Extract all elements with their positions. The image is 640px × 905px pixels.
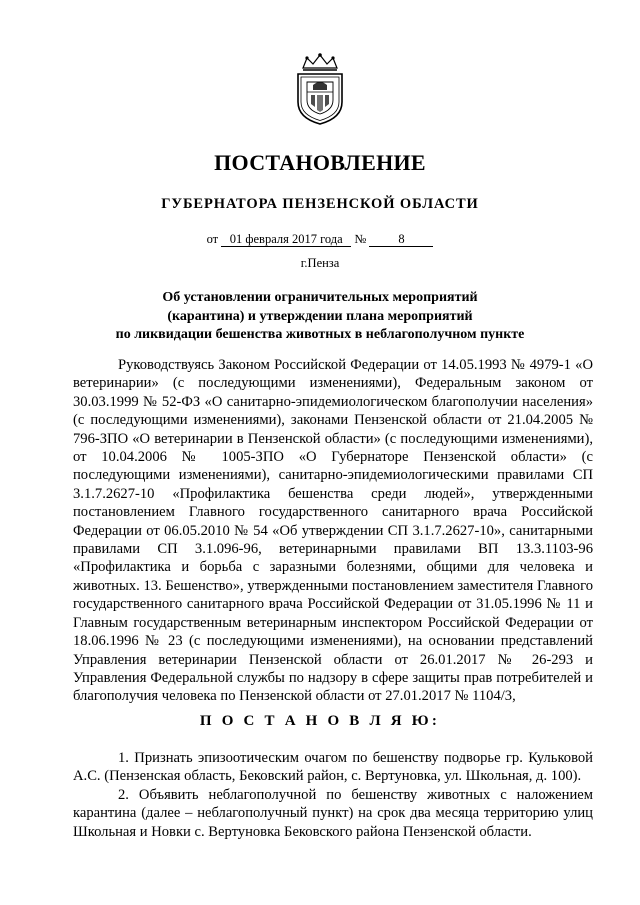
document-issuer: ГУБЕРНАТОРА ПЕНЗЕНСКОЙ ОБЛАСТИ: [161, 196, 479, 212]
preamble-section: [73, 356, 593, 706]
date-prefix: от: [206, 232, 219, 246]
heading-line: Об установлении ограничительных мероприятий: [162, 290, 478, 305]
heading-line: по ликвидации бешенства животных в неблагополучном пункте: [115, 327, 525, 342]
decree-items: [73, 749, 593, 841]
decree-word: П О С Т А Н О В Л Я Ю:: [199, 713, 441, 729]
number-sign: №: [354, 232, 367, 246]
date-line: [0, 232, 640, 247]
document-date: 01 февраля 2017 года: [221, 233, 351, 247]
penza-coat-of-arms-icon: [293, 52, 347, 126]
heading-line: (карантина) и утверждении плана мероприятий: [167, 308, 473, 324]
document-city: г.Пенза: [300, 256, 340, 270]
document-heading: [0, 289, 640, 345]
preamble-paragraph: Руководствуясь Законом Российской Федерации от 14.05.1993 № 4979-1 «О ветеринарии» (с последующими изменениями), Федеральным законом от 30.03.1999 № 52-ФЗ «О санитарно-эпидемиологическом благополучии населения» (с последующими изменениями), законами Пензенской области от 21.04.2005 № 796-ЗПО «О ветеринарии в Пензенской области» (с последующими изменениями), от 10.04.2006 № 1005-ЗПО «О Губернаторе Пензенской области» (с последующими изменениями), санитарно-эпидемиологическими правилами СП 3.1.7.2627-10 «Профилактика бешенства среди людей», утвержденными постановлением Главного государственного санитарного врача Российской Федерации от 06.05.2010 № 54 «Об утверждении СП 3.1.7.2627-10», санитарными правилами СП 3.1.096-96, ветеринарными правилами ВП 13.3.1103-96 «Профилактика и борьба с заразными болезнями, общими для человека и животных. 13. Бешенство», утвержденными постановлением заместителя Главного государственного санитарного врача Российской Федерации от 31.05.1996 № 11 и Главным государственным ветеринарным инспектором Российской Федерации от 18.06.1996 № 23 (с последующими изменениями), на основании представлений Управления ветеринарии Пензенской области от 26.01.2017 № 26-293 и Управления Федеральной службы по надзору в сфере защиты прав потребителей и благополучия человека по Пензенской области от 27.01.2017 № 1104/3,: [73, 357, 593, 705]
document-title: ПОСТАНОВЛЕНИЕ: [214, 150, 426, 175]
decree-item: 2. Объявить неблагополучной по бешенству животных с наложением карантина (далее – неблагополучный пункт) на срок два месяца территорию улиц Школьная и Новки с. Вертуновка Бековского района Пензенской области.: [73, 786, 593, 840]
decree-item: 1. Признать эпизоотическим очагом по бешенству подворье гр. Кульковой А.С. (Пензенская область, Бековский район, с. Вертуновка, ул. Школьная, д. 100).: [73, 750, 593, 785]
document-number: 8: [369, 233, 433, 247]
